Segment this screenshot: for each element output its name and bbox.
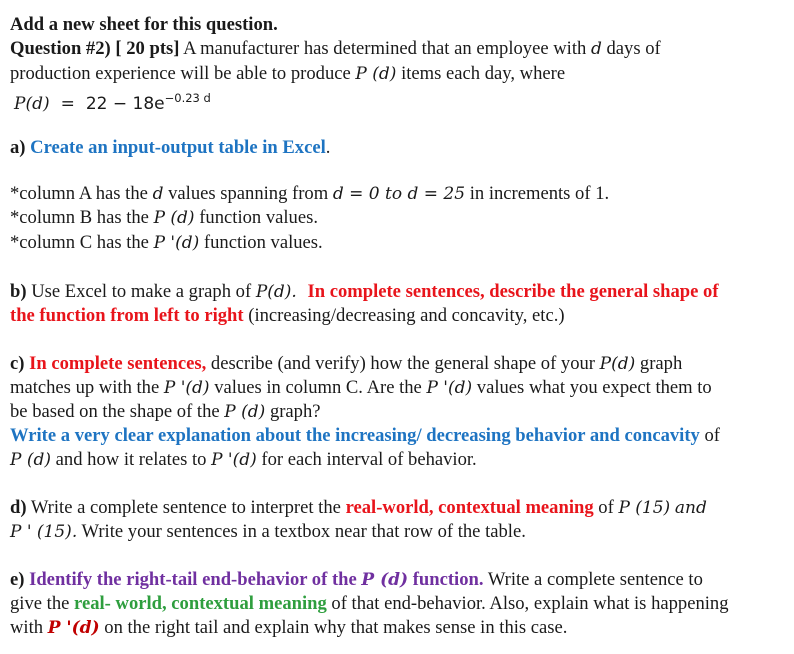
col-a-text-3: in increments of 1. <box>469 183 610 204</box>
points-label: [ 20 pts] <box>115 38 180 59</box>
col-a-text-2: values spanning from <box>168 183 329 204</box>
part-e-func: P '(d) <box>47 618 100 638</box>
instruction-text: Add a new sheet for this question. <box>10 14 278 35</box>
func-p-d: P (d) <box>355 64 397 84</box>
col-c-text-2: function values. <box>203 232 323 253</box>
question-label: Question #2) <box>10 38 111 59</box>
part-c-text-5: values what you expect them to <box>476 377 712 398</box>
question-line <box>10 38 661 60</box>
intro-text-3: production experience will be able to produce <box>10 63 351 84</box>
part-d-text-1: Write a complete sentence to interpret the <box>30 497 341 518</box>
part-d-text-3: Write your sentences in a textbox near that row of the table. <box>81 521 526 542</box>
part-c-line-2 <box>10 377 712 399</box>
col-a-text-1: *column A has the <box>10 183 148 204</box>
col-b-text-1: *column B has the <box>10 207 149 228</box>
part-e-text-1: Write a complete sentence to <box>487 569 703 590</box>
part-e-line-2 <box>10 593 729 615</box>
var-d: d <box>590 39 602 59</box>
part-e-text-2: give the <box>10 593 70 614</box>
part-e-text-5: on the right tail and explain why that makes sense in this case. <box>104 617 568 638</box>
part-c-func-4: P (d) <box>224 402 266 422</box>
equation-lhs: P(d) <box>14 94 50 114</box>
part-b-line-1 <box>10 281 719 303</box>
part-c-text-7: graph? <box>269 401 321 422</box>
col-c-func: P '(d) <box>153 233 200 253</box>
part-c-line-1 <box>10 353 682 375</box>
part-e-text-3: of that end-behavior. Also, explain what is happening <box>331 593 729 614</box>
part-d-func-2: P ' (15). <box>10 522 78 542</box>
part-c-blue-instruction: Write a very clear explanation about the increasing/ decreasing behavior and concavity <box>10 425 700 446</box>
part-a-column-c <box>10 232 323 254</box>
col-c-text-1: *column C has the <box>10 232 149 253</box>
part-d-func-1: P (15) <box>618 498 671 518</box>
part-c-text-6: be based on the shape of the <box>10 401 220 422</box>
part-a-heading: Create an input-output table in Excel <box>30 137 326 158</box>
part-b-text-2: (increasing/decreasing and concavity, etc.) <box>248 305 565 326</box>
part-e-purple-2: function. <box>412 569 484 590</box>
part-d-text-2: of <box>598 497 614 518</box>
equation <box>14 87 211 115</box>
part-c-emphasis: In complete sentences, <box>29 353 207 374</box>
part-d-line-1 <box>10 497 707 519</box>
part-c-text-2: graph <box>639 353 683 374</box>
part-c-func-6: P '(d) <box>211 450 257 470</box>
part-b-line-2 <box>10 305 565 327</box>
part-a-label: a) <box>10 137 26 158</box>
part-c-label: c) <box>10 353 25 374</box>
intro-line-2 <box>10 63 565 85</box>
instruction <box>10 14 278 36</box>
intro-text-2: days of <box>606 38 661 59</box>
part-c-text-1: describe (and verify) how the general shape of your <box>210 353 596 374</box>
part-b-emphasis-2: the function from left to right <box>10 305 244 326</box>
part-c-text-3: matches up with the <box>10 377 160 398</box>
part-e-purple-1: Identify the right-tail end-behavior of the <box>29 569 357 590</box>
part-c-text-9: and how it relates to <box>55 449 207 470</box>
part-a-period: . <box>325 137 331 158</box>
part-d-line-2 <box>10 521 526 543</box>
equation-rhs: 22 − 18e <box>85 94 165 114</box>
part-b-text-1: Use Excel to make a graph of <box>31 281 252 302</box>
intro-text-1: A manufacturer has determined that an employee with <box>183 38 587 59</box>
part-b-func: P(d). <box>255 282 297 302</box>
part-c-func-1: P(d) <box>599 354 636 374</box>
part-e-line-3 <box>10 617 567 639</box>
equation-exponent: −0.23 d <box>164 91 211 105</box>
part-c-text-10: for each interval of behavior. <box>261 449 477 470</box>
part-a-column-b <box>10 207 318 229</box>
part-d-label: d) <box>10 497 27 518</box>
part-c-line-3 <box>10 401 321 423</box>
col-b-func: P (d) <box>153 208 195 228</box>
part-c-line-5 <box>10 449 477 471</box>
part-e-label: e) <box>10 569 25 590</box>
col-a-range: d = 0 to d = 25 <box>332 184 466 204</box>
part-e-text-4: with <box>10 617 44 638</box>
part-b-emphasis-1: In complete sentences, describe the general shape of <box>307 281 719 302</box>
part-e-purple-func: P (d) <box>361 570 409 590</box>
part-c-line-4 <box>10 425 720 447</box>
part-e-line-1 <box>10 569 703 591</box>
part-c-func-5: P (d) <box>10 450 51 470</box>
part-c-func-3: P '(d) <box>426 378 473 398</box>
part-d-emphasis: real-world, contextual meaning <box>345 497 594 518</box>
part-c-text-4: values in column C. Are the <box>214 377 422 398</box>
intro-text-4: items each day, where <box>401 63 566 84</box>
equation-eq: = <box>60 94 75 114</box>
part-a-column-a <box>10 183 609 205</box>
part-e-green: real- world, contextual meaning <box>74 593 327 614</box>
part-b-label: b) <box>10 281 27 302</box>
part-d-and: and <box>674 498 707 518</box>
col-a-var: d <box>152 184 164 204</box>
part-c-func-2: P '(d) <box>163 378 210 398</box>
part-a-title <box>10 137 330 159</box>
part-c-text-8: of <box>704 425 720 446</box>
col-b-text-2: function values. <box>199 207 318 228</box>
